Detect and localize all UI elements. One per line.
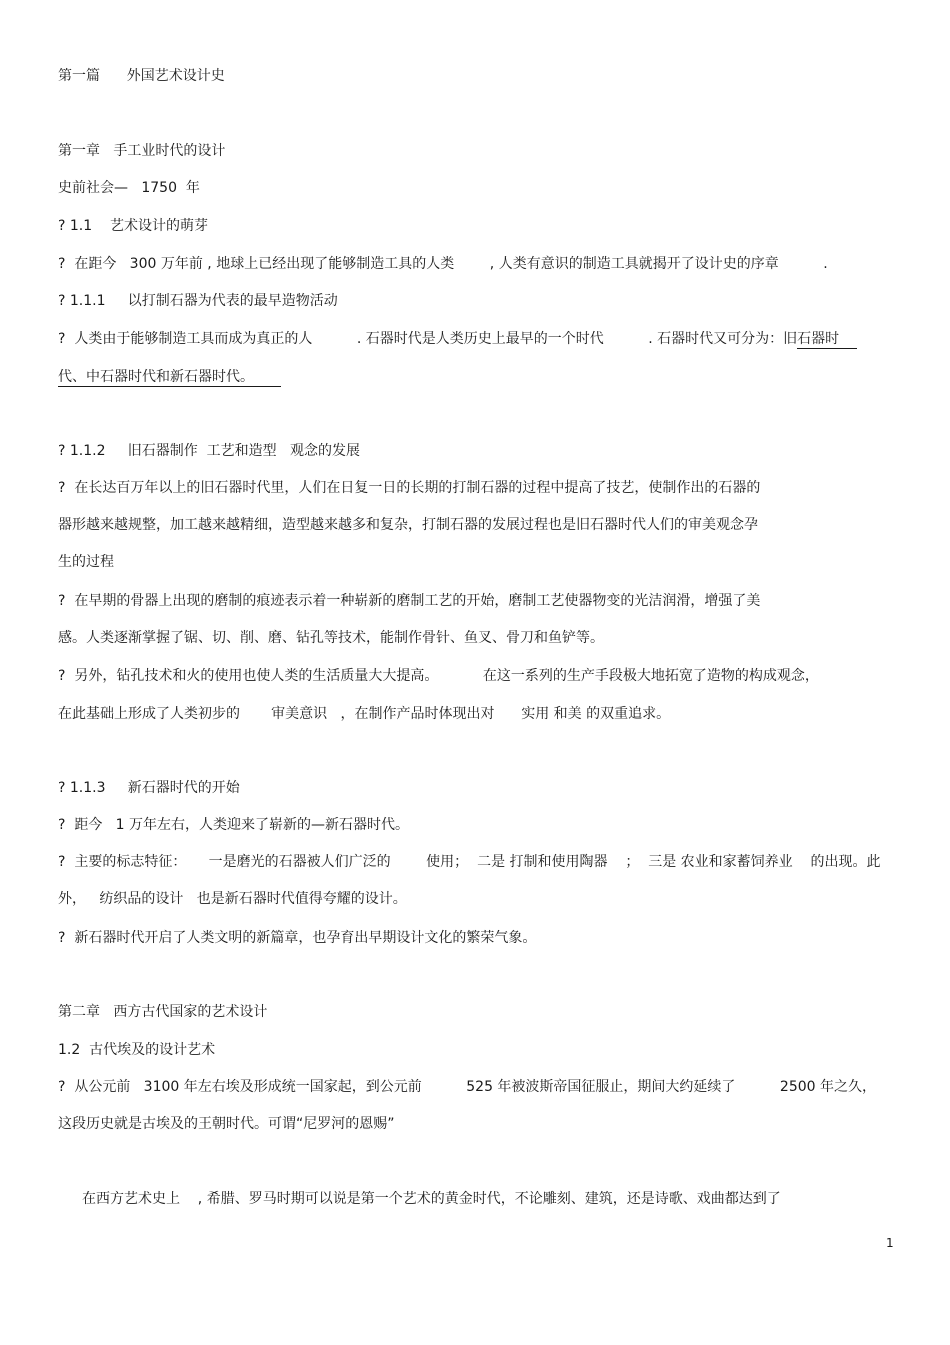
chapter-1-title: 第一章 手工业时代的设计 [58,143,226,159]
underline-extension [254,369,281,387]
part-title: 第一篇 外国艺术设计史 [58,68,225,84]
paragraph-6: ? 距今 1 万年左右，人类迎来了崭新的—新石器时代。 [58,817,410,833]
chapter-1-period: 史前社会— 1750 年 [58,180,200,196]
paragraph-1: ? 在距今 300 万年前 , 地球上已经出现了能够制造工具的人类 , 人类有意识的制造工具就揭开了设计史的序章 . [58,256,828,272]
paragraph-5-line-2: 在此基础上形成了人类初步的 审美意识 ，在制作产品时体现出对 实用 和美 的双重追求。 [58,706,671,722]
page-number: 1 [886,1236,894,1250]
paragraph-9-line-1: ? 从公元前 3100 年左右埃及形成统一国家起，到公元前 525 年被波斯帝国征服止，期间大约延续了 2500 年之久， [58,1079,877,1095]
paragraph-2-text: ? 人类由于能够制造工具而成为真正的人 . 石器时代是人类历史上最早的一个时代 . 石器时代又可分为：旧 [58,331,798,347]
paragraph-3-line-2: 器形越来越规整，加工越来越精细，造型越来越多和复杂，打制石器的发展过程也是旧石器时代人们的审美观念孕 [58,517,758,533]
paragraph-4-line-2: 感。人类逐渐掌握了锯、切、削、磨、钻孔等技术，能制作骨针、鱼叉、骨刀和鱼铲等。 [58,630,604,646]
section-1-1-3-heading: ? 1.1.3 新石器时代的开始 [58,780,240,796]
underlined-text: 代、中石器时代和新石器时代。 [58,369,254,385]
section-1-1-heading: ? 1.1 艺术设计的萌芽 [58,218,208,234]
paragraph-2-line-2 [58,367,281,387]
paragraph-3-line-3: 生的过程 [58,554,114,570]
section-1-1-1-heading: ? 1.1.1 以打制石器为代表的最早造物活动 [58,293,338,309]
paragraph-8: ? 新石器时代开启了人类文明的新篇章，也孕育出早期设计文化的繁荣气象。 [58,930,537,946]
paragraph-3-line-1: ? 在长达百万年以上的旧石器时代里，人们在日复一日的长期的打制石器的过程中提高了技艺，使制作出的石器的 [58,480,761,496]
underlined-text: 石器时 [797,331,840,347]
chapter-2-title: 第二章 西方古代国家的艺术设计 [58,1004,268,1020]
paragraph-5-line-1: ? 另外，钻孔技术和火的使用也使人类的生活质量大大提高。 在这一系列的生产手段极大地拓宽了造物的构成观念， [58,668,819,684]
underline-extension [839,331,857,349]
paragraph-7-line-2: 外， 纺织品的设计 也是新石器时代值得夸耀的设计。 [58,891,407,907]
paragraph-10: 在西方艺术史上 , 希腊、罗马时期可以说是第一个艺术的黄金时代，不论雕刻、建筑，还是诗歌、戏曲都达到了 [82,1191,781,1207]
paragraph-9-line-2: 这段历史就是古埃及的王朝时代。可谓“尼罗河的恩赐” [58,1116,395,1132]
paragraph-4-line-1: ? 在早期的骨器上出现的磨制的痕迹表示着一种崭新的磨制工艺的开始，磨制工艺使器物变的光洁润滑，增强了美 [58,593,761,609]
paragraph-7-line-1: ? 主要的标志特征： 一是磨光的石器被人们广泛的 使用； 二是 打制和使用陶器 ； 三是 农业和家蓄饲养业 的出现。此 [58,854,881,870]
section-1-1-2-heading: ? 1.1.2 旧石器制作 工艺和造型 观念的发展 [58,443,361,459]
paragraph-2-line-1 [58,329,857,349]
section-1-2-heading: 1.2 古代埃及的设计艺术 [58,1042,216,1058]
